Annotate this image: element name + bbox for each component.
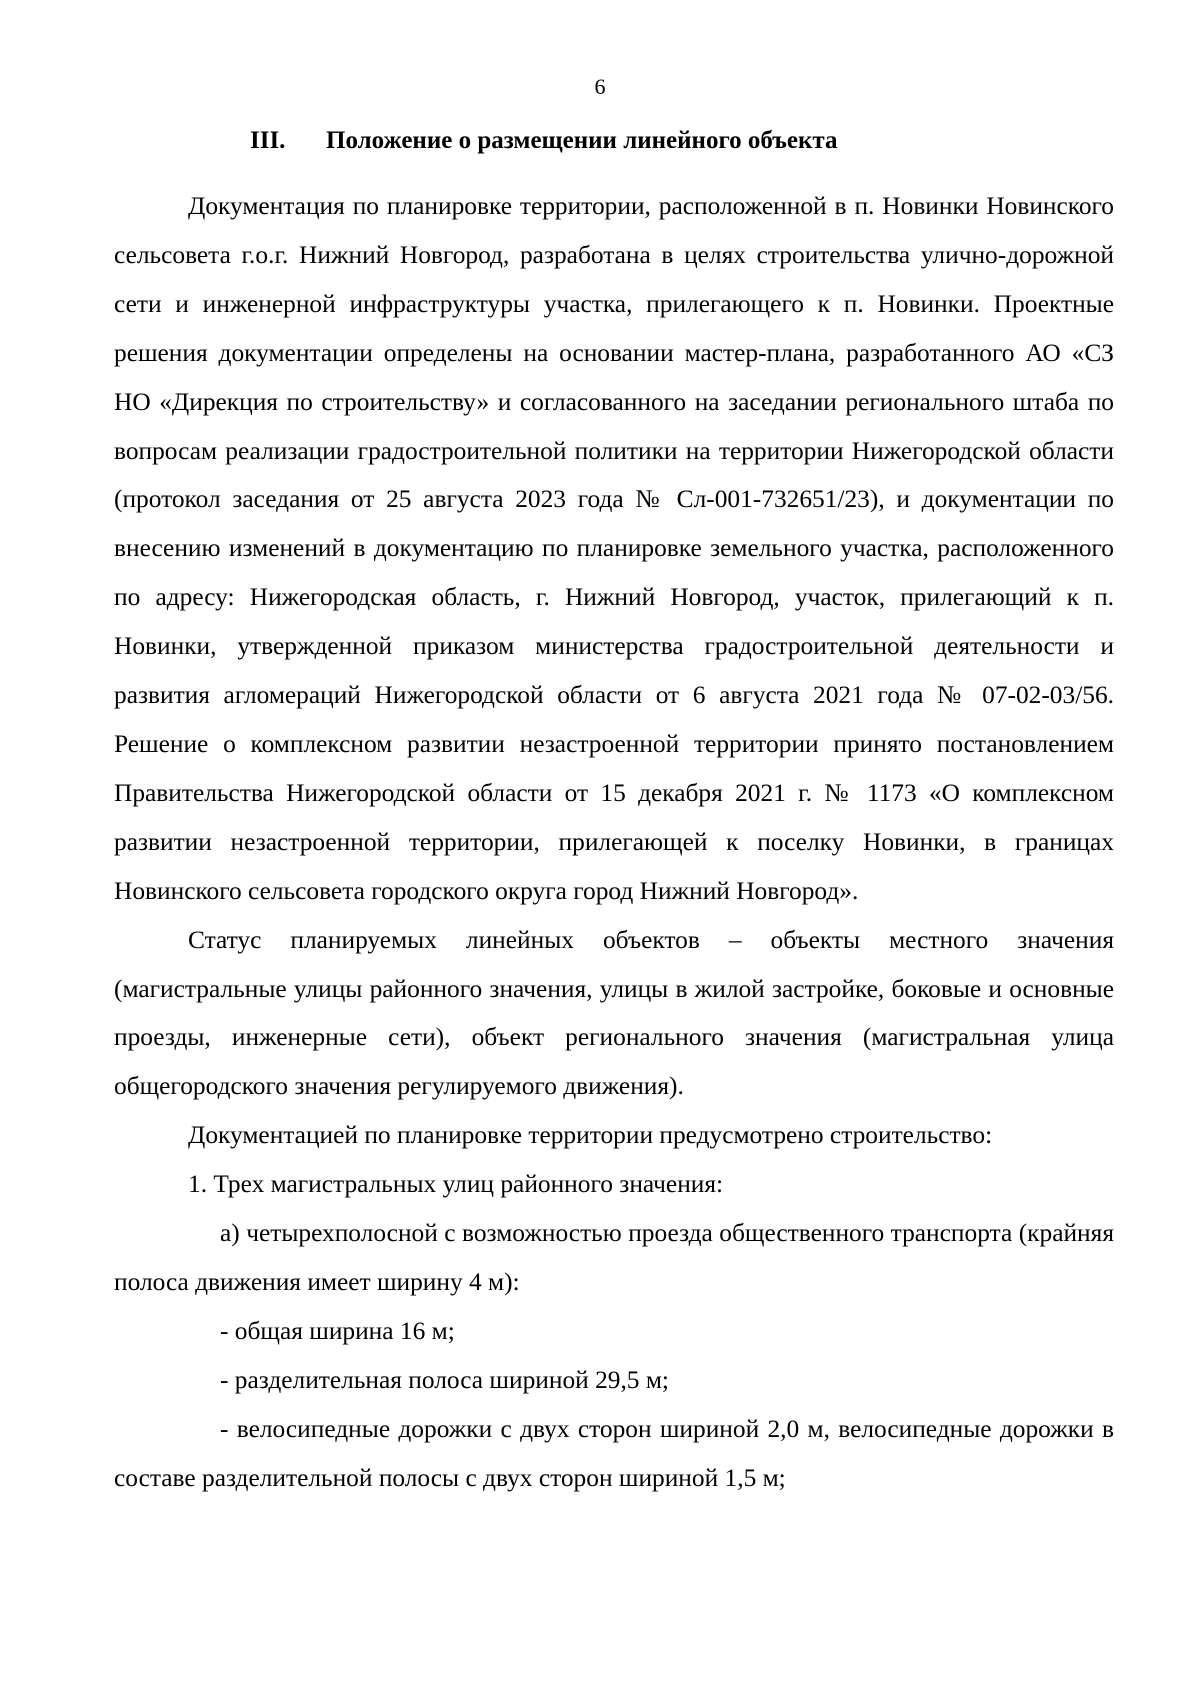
dash-item-bike-lanes: - велосипедные дорожки с двух сторон шириной 2,0 м, велосипедные дорожки в составе разделительной полосы с двух сторон шириной 1,5 м; [114, 1414, 1114, 1492]
page-number: 6 [594, 74, 606, 99]
dash-item-total-width: - общая ширина 16 м; [220, 1316, 455, 1345]
paragraph-documentation-purpose: Документация по планировке территории, расположенной в п. Новинки Новинского сельсовета г.о.г. Нижний Новгород, разработана в целях строительства улично-дорожной сети и инженерной инфраструктуры участка, прилегающего к п. Новинки. Проектные решения документации определены на основании мастер-плана, разработанного АО «СЗ НО «Дирекция по строительству» и согласованного на заседании регионального штаба по вопросам реализации градостроительной политики на территории Нижегородской области (протокол заседания от 25 августа 2023 года № Сл-001-732651/23), и документации по внесению изменений в документацию по планировке земельного участка, расположенного по адресу: Нижегородская область, г. Нижний Новгород, участок, прилегающий к п. Новинки, утвержденной приказом министерства градостроительной деятельности и развития агломераций Нижегородской области от 6 августа 2021 года № 07-02-03/56. Решение о комплексном развитии незастроенной территории принято постановлением Правительства Нижегородской области от 15 декабря 2021 г. № 1173 «О комплексном развитии незастроенной территории, прилегающей к поселку Новинки, в границах Новинского сельсовета городского округа город Нижний Новгород». [114, 192, 1114, 905]
section-number: III. [250, 127, 286, 154]
paragraph-construction-intro: Документацией по планировке территории предусмотрено строительство: [188, 1121, 993, 1150]
section-heading [250, 127, 837, 155]
paragraph-object-status: Статус планируемых линейных объектов – объекты местного значения (магистральные улицы районного значения, улицы в жилой застройке, боковые и основные проезды, инженерные сети), объект регионального значения (магистральная улица общегородского значения регулируемого движения). [114, 925, 1114, 1101]
section-title: Положение о размещении линейного объекта [326, 127, 838, 154]
dash-item-median-strip: - разделительная полоса шириной 29,5 м; [220, 1365, 669, 1394]
sub-item-a: а) четырехполосной с возможностью проезда общественного транспорта (крайняя полоса движения имеет ширину 4 м): [114, 1219, 1114, 1296]
list-item-1: 1. Трех магистральных улиц районного значения: [188, 1170, 724, 1199]
body-text [114, 182, 1114, 1502]
